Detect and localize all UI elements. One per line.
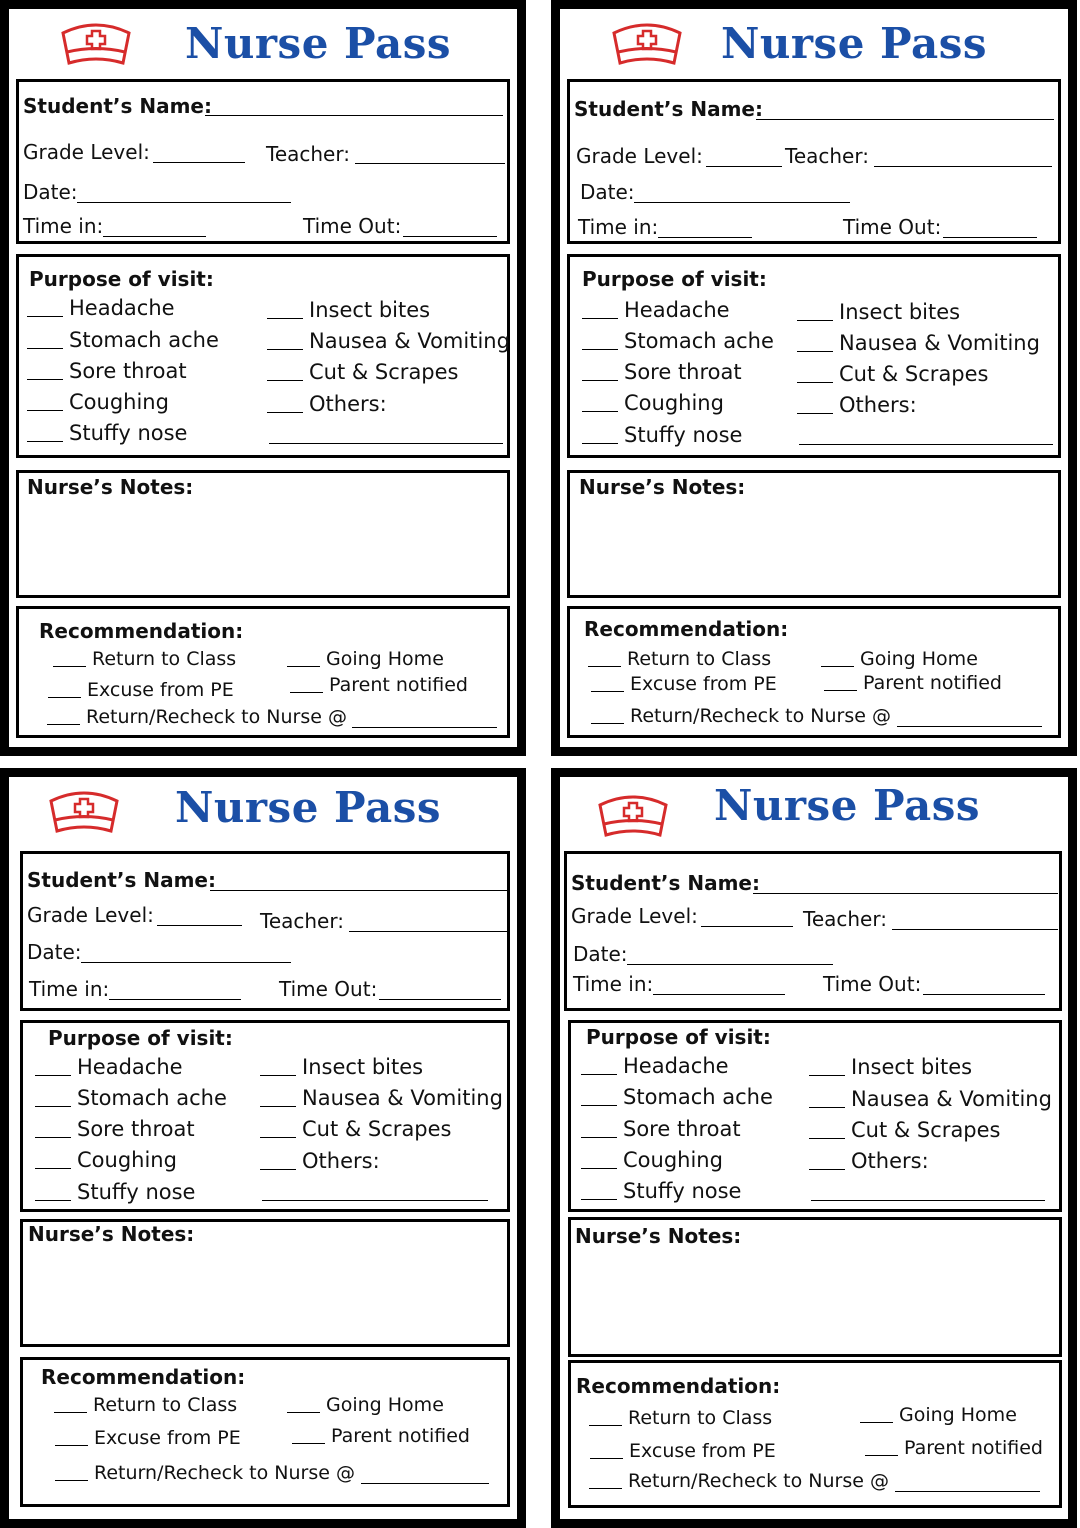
pass-header: [9, 777, 517, 849]
purpose-heading: Purpose of visit:: [582, 267, 767, 291]
date-label: Date:: [27, 940, 82, 964]
nurse-notes-heading: Nurse’s Notes:: [575, 1224, 742, 1248]
rec-excuse-from-pe[interactable]: Excuse from PE: [591, 672, 777, 696]
purpose-box: [568, 1020, 1062, 1212]
time-in-label: Time in:: [573, 972, 654, 996]
purpose-box: [20, 1020, 510, 1212]
student-info-box: [564, 851, 1062, 1011]
purpose-coughing[interactable]: Coughing: [582, 390, 724, 416]
recommendation-box: [20, 1357, 510, 1507]
purpose-others[interactable]: Others:: [260, 1148, 380, 1174]
purpose-insect-bites[interactable]: Insect bites: [809, 1054, 972, 1080]
time-in-field[interactable]: [103, 236, 206, 237]
time-in-field[interactable]: [658, 237, 752, 238]
purpose-coughing[interactable]: Coughing: [35, 1147, 177, 1173]
purpose-nausea-vomiting[interactable]: Nausea & Vomiting: [797, 330, 1040, 356]
rec-return-to-class[interactable]: Return to Class: [53, 647, 236, 671]
nurse-notes-heading: Nurse’s Notes:: [27, 475, 194, 499]
purpose-nausea-vomiting[interactable]: Nausea & Vomiting: [809, 1086, 1052, 1112]
date-field[interactable]: [77, 202, 291, 203]
pass-header: [560, 777, 1068, 849]
purpose-cut-scrapes[interactable]: Cut & Scrapes: [267, 359, 459, 385]
purpose-heading: Purpose of visit:: [586, 1025, 771, 1049]
recommendation-box: [16, 606, 510, 738]
others-field[interactable]: [799, 444, 1053, 445]
rec-going-home[interactable]: Going Home: [287, 1393, 444, 1417]
student-name-field[interactable]: [210, 890, 507, 891]
nurse-notes-box[interactable]: [20, 1219, 510, 1347]
rec-parent-notified[interactable]: Parent notified: [865, 1436, 1043, 1460]
teacher-field[interactable]: [874, 166, 1052, 167]
others-field[interactable]: [269, 443, 503, 444]
purpose-nausea-vomiting[interactable]: Nausea & Vomiting: [267, 328, 510, 354]
teacher-label: Teacher:: [260, 909, 344, 933]
nurse-notes-heading: Nurse’s Notes:: [28, 1222, 195, 1246]
recommendation-box: [568, 1360, 1062, 1508]
purpose-cut-scrapes[interactable]: Cut & Scrapes: [260, 1116, 452, 1142]
recheck-time-field[interactable]: [897, 726, 1042, 727]
purpose-headache[interactable]: Headache: [581, 1053, 729, 1079]
time-in-field[interactable]: [109, 999, 241, 1000]
nurse-notes-box[interactable]: [568, 1217, 1062, 1357]
time-out-label: Time Out:: [303, 214, 402, 238]
recheck-time-field[interactable]: [895, 1491, 1040, 1492]
grade-level-label: Grade Level:: [571, 904, 698, 928]
purpose-sore-throat[interactable]: Sore throat: [27, 358, 187, 384]
purpose-insect-bites[interactable]: Insect bites: [260, 1054, 423, 1080]
time-out-field[interactable]: [943, 237, 1037, 238]
purpose-insect-bites[interactable]: Insect bites: [797, 299, 960, 325]
purpose-heading: Purpose of visit:: [29, 267, 214, 291]
teacher-label: Teacher:: [266, 142, 350, 166]
pass-header: [560, 9, 1068, 81]
purpose-others[interactable]: Others:: [267, 391, 387, 417]
pass-title: Nurse Pass: [185, 19, 452, 68]
time-in-label: Time in:: [578, 215, 659, 239]
grade-level-field[interactable]: [701, 926, 793, 927]
grade-level-label: Grade Level:: [576, 144, 703, 168]
purpose-stomach-ache[interactable]: Stomach ache: [581, 1084, 773, 1110]
student-name-label: Student’s Name:: [23, 94, 212, 118]
nurse-pass-1: [0, 0, 526, 756]
student-info-box: [567, 79, 1061, 244]
rec-recheck[interactable]: Return/Recheck to Nurse @: [47, 705, 347, 729]
time-out-field[interactable]: [379, 999, 501, 1000]
pass-title: Nurse Pass: [714, 781, 981, 830]
rec-parent-notified[interactable]: Parent notified: [290, 673, 468, 697]
rec-going-home[interactable]: Going Home: [821, 647, 978, 671]
nurse-notes-box[interactable]: [567, 470, 1061, 598]
date-label: Date:: [23, 180, 78, 204]
time-in-field[interactable]: [653, 994, 785, 995]
purpose-sore-throat[interactable]: Sore throat: [582, 359, 742, 385]
teacher-label: Teacher:: [803, 907, 887, 931]
rec-excuse-from-pe[interactable]: Excuse from PE: [55, 1426, 241, 1450]
nurse-pass-2: [551, 0, 1077, 756]
pass-title: Nurse Pass: [175, 783, 442, 832]
nurse-pass-4: [551, 768, 1077, 1528]
rec-recheck[interactable]: Return/Recheck to Nurse @: [591, 704, 891, 728]
grade-level-field[interactable]: [157, 925, 242, 926]
recheck-time-field[interactable]: [352, 727, 497, 728]
purpose-sore-throat[interactable]: Sore throat: [581, 1116, 741, 1142]
student-name-label: Student’s Name:: [574, 97, 763, 121]
student-info-box: [16, 79, 510, 244]
rec-going-home[interactable]: Going Home: [287, 647, 444, 671]
date-field[interactable]: [634, 202, 850, 203]
purpose-others[interactable]: Others:: [797, 392, 917, 418]
recommendation-heading: Recommendation:: [39, 619, 244, 643]
student-info-box: [20, 851, 510, 1011]
student-name-field[interactable]: [205, 115, 503, 116]
nurse-notes-box[interactable]: [16, 470, 510, 598]
date-field[interactable]: [627, 964, 833, 965]
rec-parent-notified[interactable]: Parent notified: [824, 671, 1002, 695]
purpose-sore-throat[interactable]: Sore throat: [35, 1116, 195, 1142]
date-label: Date:: [580, 180, 635, 204]
student-name-field[interactable]: [756, 119, 1054, 120]
grade-level-label: Grade Level:: [23, 140, 150, 164]
rec-return-to-class[interactable]: Return to Class: [588, 647, 771, 671]
purpose-stomach-ache[interactable]: Stomach ache: [582, 328, 774, 354]
purpose-stomach-ache[interactable]: Stomach ache: [27, 327, 219, 353]
date-field[interactable]: [81, 962, 291, 963]
time-in-label: Time in:: [23, 214, 104, 238]
purpose-nausea-vomiting[interactable]: Nausea & Vomiting: [260, 1085, 503, 1111]
nurse-cap-icon: [596, 793, 670, 839]
time-out-label: Time Out:: [279, 977, 378, 1001]
purpose-insect-bites[interactable]: Insect bites: [267, 297, 430, 323]
date-label: Date:: [573, 942, 628, 966]
student-name-label: Student’s Name:: [27, 868, 216, 892]
rec-recheck[interactable]: Return/Recheck to Nurse @: [589, 1469, 889, 1493]
purpose-box: [567, 254, 1061, 458]
time-out-field[interactable]: [403, 236, 497, 237]
time-out-field[interactable]: [923, 994, 1045, 995]
teacher-field[interactable]: [892, 929, 1058, 930]
recheck-time-field[interactable]: [361, 1483, 489, 1484]
rec-excuse-from-pe[interactable]: Excuse from PE: [48, 678, 234, 702]
nurse-cap-icon: [610, 21, 684, 67]
time-out-label: Time Out:: [843, 215, 942, 239]
others-field[interactable]: [262, 1200, 488, 1201]
recommendation-heading: Recommendation:: [576, 1374, 781, 1398]
rec-return-to-class[interactable]: Return to Class: [589, 1406, 772, 1430]
recommendation-heading: Recommendation:: [584, 617, 789, 641]
grade-level-field[interactable]: [153, 162, 245, 163]
nurse-pass-3: [0, 768, 526, 1528]
purpose-stuffy-nose[interactable]: Stuffy nose: [27, 420, 187, 446]
purpose-box: [16, 254, 510, 458]
nurse-notes-heading: Nurse’s Notes:: [579, 475, 746, 499]
purpose-cut-scrapes[interactable]: Cut & Scrapes: [797, 361, 989, 387]
rec-going-home[interactable]: Going Home: [860, 1403, 1017, 1427]
time-in-label: Time in:: [29, 977, 110, 1001]
recommendation-box: [567, 606, 1061, 738]
purpose-cut-scrapes[interactable]: Cut & Scrapes: [809, 1117, 1001, 1143]
purpose-stuffy-nose[interactable]: Stuffy nose: [35, 1179, 195, 1205]
purpose-stuffy-nose[interactable]: Stuffy nose: [582, 422, 742, 448]
rec-parent-notified[interactable]: Parent notified: [292, 1424, 470, 1448]
purpose-coughing[interactable]: Coughing: [27, 389, 169, 415]
others-field[interactable]: [811, 1200, 1045, 1201]
student-name-label: Student’s Name:: [571, 871, 760, 895]
teacher-label: Teacher:: [785, 144, 869, 168]
purpose-heading: Purpose of visit:: [48, 1026, 233, 1050]
nurse-cap-icon: [47, 789, 121, 835]
rec-recheck[interactable]: Return/Recheck to Nurse @: [55, 1461, 355, 1485]
purpose-coughing[interactable]: Coughing: [581, 1147, 723, 1173]
purpose-headache[interactable]: Headache: [27, 295, 175, 321]
pass-header: [9, 9, 517, 81]
purpose-headache[interactable]: Headache: [582, 297, 730, 323]
time-out-label: Time Out:: [823, 972, 922, 996]
grade-level-label: Grade Level:: [27, 903, 154, 927]
purpose-stuffy-nose[interactable]: Stuffy nose: [581, 1178, 741, 1204]
purpose-headache[interactable]: Headache: [35, 1054, 183, 1080]
teacher-field[interactable]: [355, 163, 505, 164]
student-name-field[interactable]: [753, 893, 1058, 894]
nurse-cap-icon: [59, 21, 133, 67]
purpose-others[interactable]: Others:: [809, 1148, 929, 1174]
recommendation-heading: Recommendation:: [41, 1365, 246, 1389]
grade-level-field[interactable]: [706, 166, 782, 167]
rec-excuse-from-pe[interactable]: Excuse from PE: [590, 1439, 776, 1463]
purpose-stomach-ache[interactable]: Stomach ache: [35, 1085, 227, 1111]
pass-title: Nurse Pass: [721, 19, 988, 68]
teacher-field[interactable]: [349, 931, 507, 932]
rec-return-to-class[interactable]: Return to Class: [54, 1393, 237, 1417]
